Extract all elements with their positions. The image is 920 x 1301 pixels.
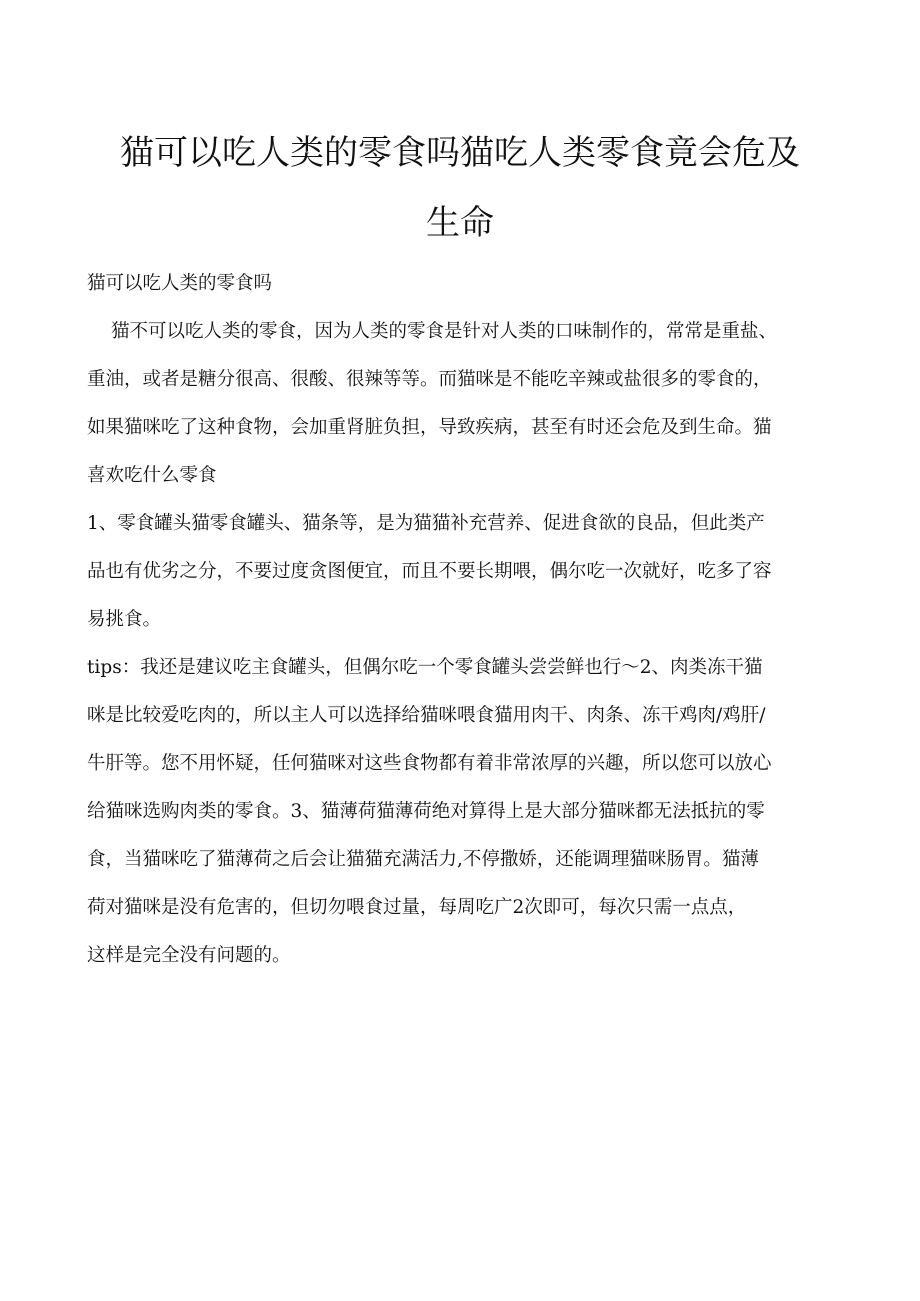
document-title-line-1: 猫可以吃人类的零食吗猫吃人类零食竟会危及 xyxy=(120,133,800,173)
paragraph-line: 荷对猫咪是没有危害的，但切勿喂食过量，每周吃广2次即可，每次只需一点点， xyxy=(87,897,747,918)
paragraph-line: 喜欢吃什么零食 xyxy=(87,465,217,486)
paragraph-line: 重油，或者是糖分很高、很酸、很辣等等。而猫咪是不能吃辛辣或盐很多的零食的， xyxy=(87,369,772,390)
paragraph-line: 1、零食罐头猫零食罐头、猫条等，是为猫猫补充营养、促进食欲的良品，但此类产 xyxy=(87,513,765,534)
paragraph-line: tips：我还是建议吃主食罐头，但偶尔吃一个零食罐头尝尝鲜也行～2、肉类冻干猫 xyxy=(87,657,763,678)
paragraph-line: 咪是比较爱吃肉的，所以主人可以选择给猫咪喂食猫用肉干、肉条、冻干鸡肉/鸡肝/ xyxy=(87,705,766,726)
paragraph-line: 猫不可以吃人类的零食，因为人类的零食是针对人类的口味制作的，常常是重盐、 xyxy=(111,321,778,342)
paragraph-line: 给猫咪选购肉类的零食。3、猫薄荷猫薄荷绝对算得上是大部分猫咪都无法抵抗的零 xyxy=(87,801,765,822)
paragraph-line: 如果猫咪吃了这种食物，会加重肾脏负担，导致疾病，甚至有时还会危及到生命。猫 xyxy=(87,417,772,438)
paragraph-line: 食，当猫咪吃了猫薄荷之后会让猫猫充满活力,不停撒娇，还能调理猫咪肠胃。猫薄 xyxy=(87,849,759,870)
document-title-line-2: 生命 xyxy=(426,203,494,243)
paragraph-line: 这样是完全没有问题的。 xyxy=(87,945,291,966)
paragraph-line: 易挑食。 xyxy=(87,609,162,630)
paragraph-line: 牛肝等。您不用怀疑，任何猫咪对这些食物都有着非常浓厚的兴趣，所以您可以放心 xyxy=(87,753,772,774)
paragraph-line: 品也有优劣之分，不要过度贪图便宜，而且不要长期喂，偶尔吃一次就好，吃多了容 xyxy=(87,561,772,582)
section-heading: 猫可以吃人类的零食吗 xyxy=(87,273,273,294)
